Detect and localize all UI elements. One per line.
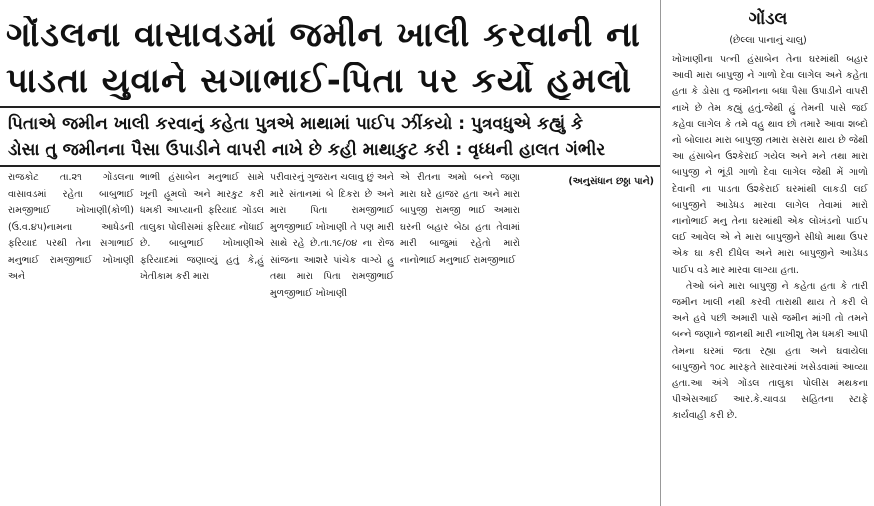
column-text: એ રીતના અમો બન્ને જણા મારા ઘરે હાજર હતા અને મારા બાપુજી રામજી ભાઈ અમારા ઘરની બહાર બેઠા હતા તેવામાં મારી બાજુમાં રહેતો મારો નાનોભાઈ મનુભાઈ રામજીભાઈ [400,172,520,266]
column-text: ભાભી હંસાબેન મનુભાઈ સામે ખૂની હૂમલો અને મારકુટ કરી ધમકી આપ્યાની ફરિયાદ ગોંડલ તાલુકા પોલીસમાં ફરિયાદ નોંધાઈ છે. બાબુભાઈ ખોખાણીએ ફરિયાદમાં જણાવ્યું હતું કે,હું ખેતીકામ કરી મારા [140,172,264,282]
article-column-1 [8,170,134,286]
side-story-continued-note: (છેલ્લા પાનાનું ચાલુ) [729,35,807,46]
side-paragraph-2: તેઓ બંને મારા બાપુજી ને કહેતા હતા કે તારી જમીન ખાલી નથી કરવી તારાથી થાય તે કરી લે અને હવે પછી અમારી પાસે જમીન માંગી તો તમને બન્ને જણાને જાનથી મારી નાખીશુ તેમ ધમકી આપી તેમના ઘરમાં જતા રહ્યા હતા અને ઘવાયેલા બાપુજીને ૧૦૮ મારફતે સારવારમાં ખસેડવામાં આવ્યા હતા.આ અંગે ગોંડલ તાલુકા પોલીસ મથકના પીએસઆઈ આર.કે.ચાવડા સહિતના સ્ટાફે કાર્યવાહી કરી છે. [672,280,868,422]
subheadline-line-1: પિતાએ જમીન ખાલી કરવાનું કહેતા પુત્રએ માથામાં પાઈપ ઝીંકયો : પુત્રવધુએ કહ્યું કે [8,114,584,134]
column-text: (અનુસંધાન છઠ્ઠા પાને) [568,176,654,187]
article-column-4 [400,170,520,269]
article-column-5 [530,170,654,191]
side-paragraph-1: ખોખાણીના પત્ની હંસાબેન તેના ઘરમાંથી બહાર આવી મારા બાપુજી ને ગાળો દેવા લાગેલ અને કહેતા હતા કે ડોસા તુ જમીનના બધા પૈસા ઉપાડીને વાપરી નાખે છે તેમ કહ્યું હતું.જેથી હું તેમની પાસે જઈ કહેવા લાગેલ કે તમે વહુ થાવ છો તમારે આવા શબ્દો નો બોલાય મારા બાપુજી તમારા સસરા થાય છે જેથી આ હંસાબેન ઉશ્કેરાઈ ગયેલ અને મને તથા મારા બાપુજી ને ભૂંડી ગાળો દેવા લાગેલ જેથી મેં ગાળો દેવાની ના પાડતા ઉશ્કેરાઈ ઘરમાંથી લાકડી લઈ બાપુજીને આડેધડ મારવા લાગેલ તેવામાં મારો નાનોભાઈ મનુ તેના ઘરમાંથી એક લોખંડનો પાઈપ લઈ આવેલ એ ને મારા બાપુજીને સીધો માથા ઉપર એક ઘા કરી દીધેલ અને મારા બાપુજીને આડેધડ પાઈપ વડે માર મારવા લાગ્યા હતા. [672,54,868,276]
side-story-body [672,52,868,425]
headline-divider [0,106,660,108]
article-column-3 [270,170,394,302]
column-divider [660,0,661,506]
subheadline-divider [0,165,660,167]
article-column-2 [140,170,264,286]
headline-line-1: ગોંડલના વાસાવડમાં જમીન ખાલી કરવાની ના [6,16,641,54]
column-text: પરીવારનું ગુજરાન ચલાવુ છું અને મારે સંતાનમાં બે દિકરા છે અને મારા પિતા રામજીભાઈ મુળજીભાઈ ખોખાણી તે પણ મારી સાથે રહે છે.તા.૧૯/૦૪ ના રોજ સાંજના આશરે પાંચેક વાગ્યે હુ તથા મારા પિતા રામજીભાઈ મુળજીભાઈ ખોખાણી [270,172,394,299]
headline-line-2: પાડતા યુવાને સગાભાઈ-પિતા પર કર્યો હૂમલો [6,62,633,100]
column-text: રાજકોટ તા.૨૧ ગોંડલના વાસાવડમાં રહેતા બાબુભાઈ રામજીભાઈ ખોખાણી(કોળી)(ઉ.વ.૪૫)નામના આધેડની ફરિયાદ પરથી તેના સગાભાઈ મનુભાઈ રામજીભાઈ ખોખાણી અને [8,172,134,282]
side-story-title: ગોંડલ [748,9,788,29]
subheadline-line-2: ડોસા તુ જમીનના પૈસા ઉપાડીને વાપરી નાખે છે કહી માથાકુટ કરી : વૃધ્ધની હાલત ગંભીર [8,140,606,160]
